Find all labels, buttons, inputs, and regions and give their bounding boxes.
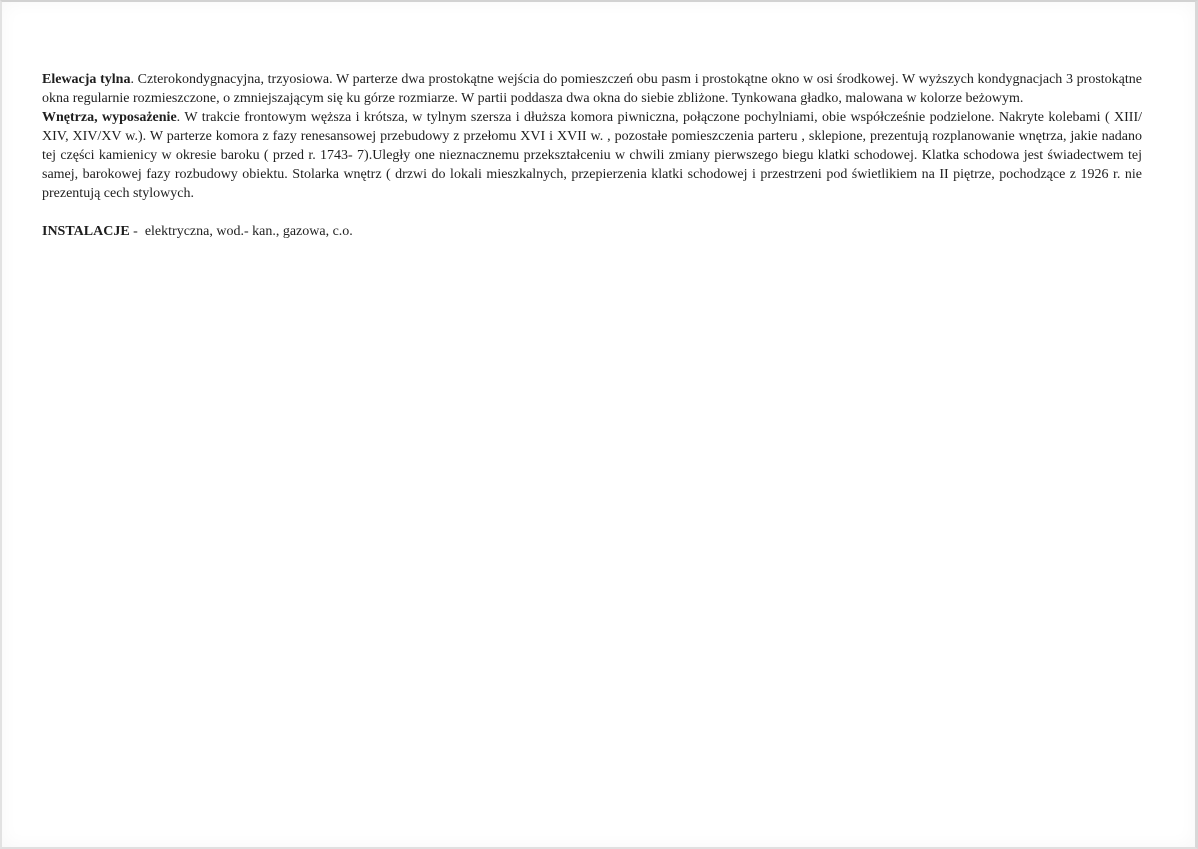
rear-elevation-text: . Czterokondygnacyjna, trzyosiowa. W parterze dwa prostokątne wejścia do pomieszczeń obu pasm i prostokątne okno w osi środkowej. W wyższych kondygnacjach 3 prostokątne okna regularnie rozmieszczone, o zmniejszającym się ku górze rozmiarze. W partii poddasza dwa okna do siebie zbliżone. Tynkowana gładko, malowana w kolorze beżowym. bbox=[42, 72, 1142, 106]
rear-elevation-heading: Elewacja tylna bbox=[42, 72, 131, 87]
installations-separator: - bbox=[129, 224, 145, 239]
interiors-paragraph bbox=[42, 108, 1142, 203]
interiors-heading: Wnętrza, wyposażenie bbox=[42, 110, 177, 125]
installations-heading: INSTALACJE bbox=[42, 224, 130, 239]
installations-section bbox=[42, 222, 1142, 241]
installations-paragraph bbox=[42, 222, 1142, 241]
rear-elevation-paragraph bbox=[42, 70, 1142, 108]
installations-text: elektryczna, wod.- kan., gazowa, c.o. bbox=[144, 224, 353, 239]
document-body bbox=[42, 70, 1142, 241]
interiors-text: . W trakcie frontowym węższa i krótsza, w tylnym szersza i dłuższa komora piwniczna, połączone pochylniami, obie współcześnie podzielone. Nakryte kolebami ( XIII/ XIV, XIV/XV w.). W parterze komora z fazy renesansowej przebudowy z przełomu XVI i XVII w. , pozostałe pomieszczenia parteru , sklepione, prezentują rozplanowanie wnętrza, jakie nadano tej części kamienicy w okresie baroku ( przed r. 1743- 7).Uległy one nieznacznemu przekształceniu w chwili zmiany pierwszego biegu klatki schodowej. Klatka schodowa jest świadectwem tej samej, barokowej fazy rozbudowy obiektu. Stolarka wnętrz ( drzwi do lokali mieszkalnych, przepierzenia klatki schodowej i przestrzeni pod świetlikiem na II piętrze, pochodzące z 1926 r. nie prezentują cech stylowych. bbox=[42, 110, 1142, 201]
interiors-section bbox=[42, 108, 1142, 203]
rear-elevation-section bbox=[42, 70, 1142, 108]
